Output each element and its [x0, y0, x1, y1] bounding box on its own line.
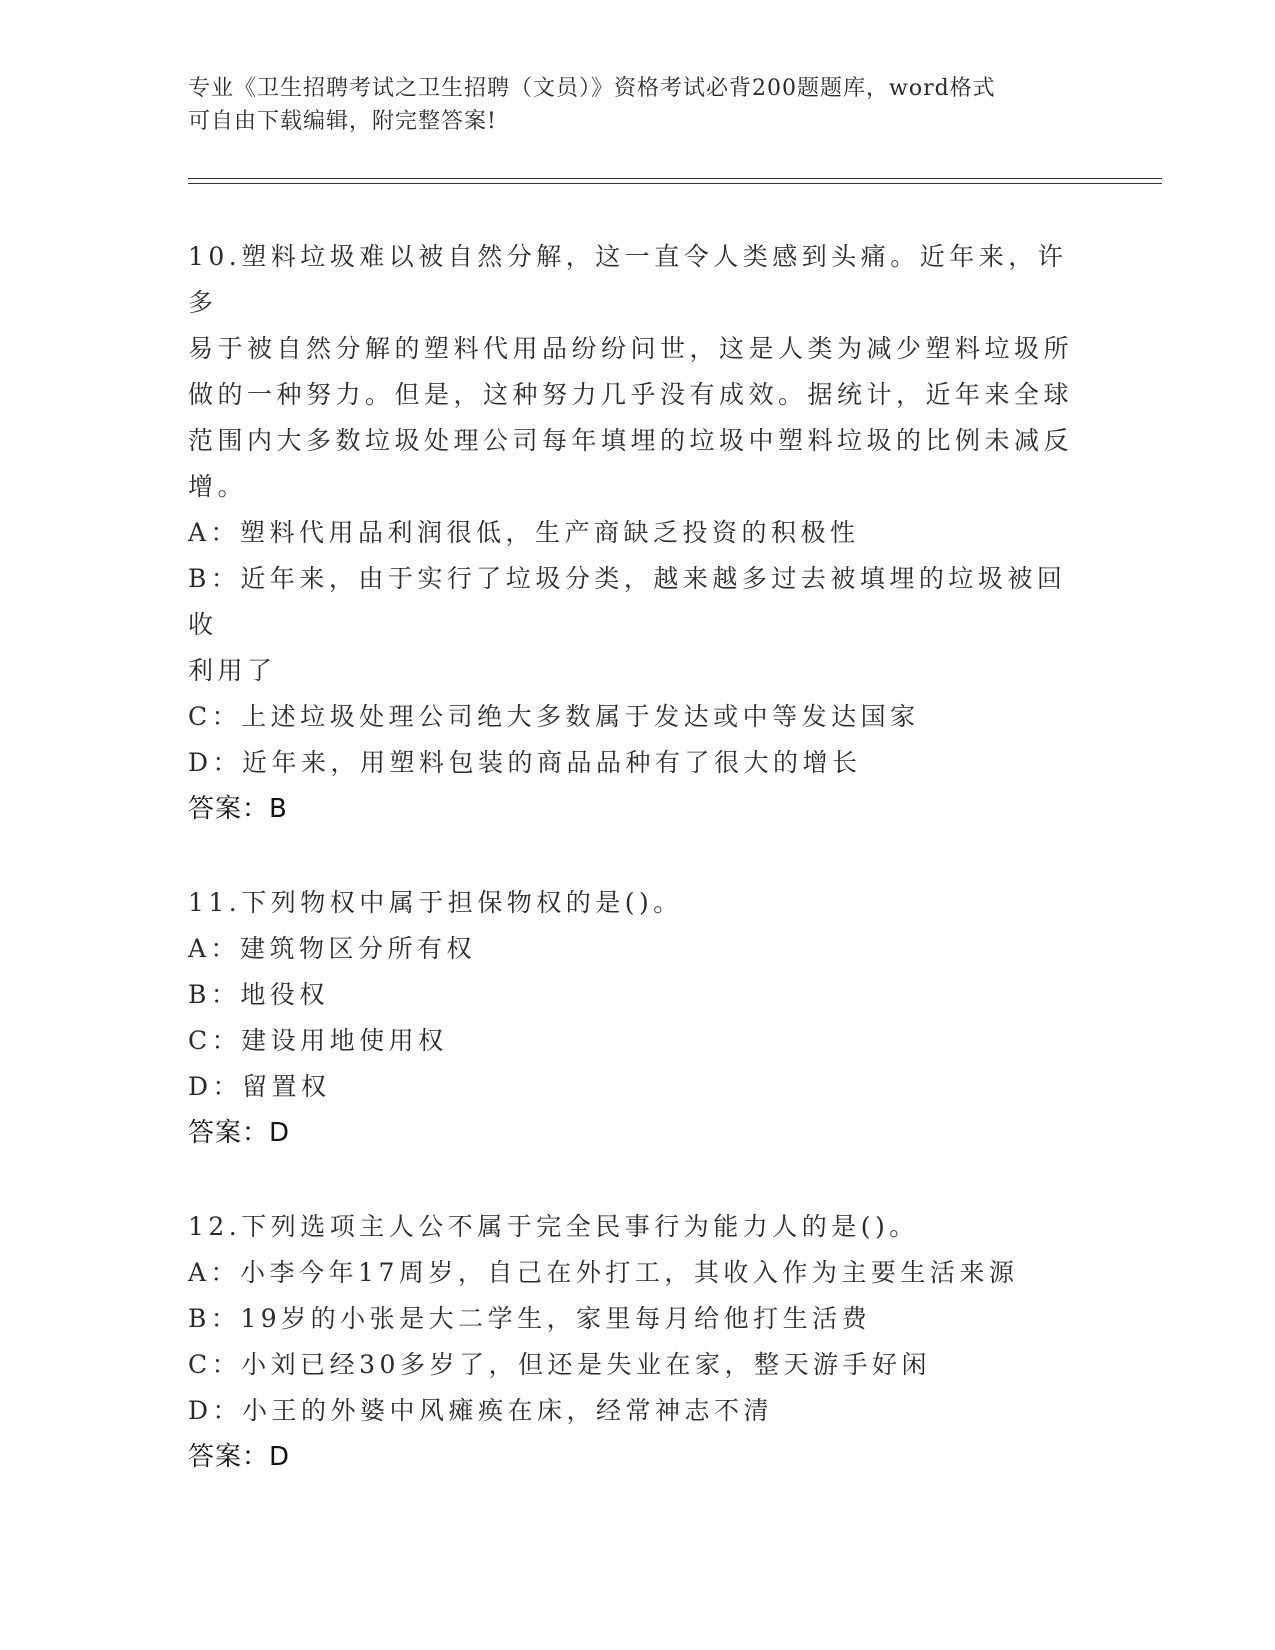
question-stem-line: 范围内大多数垃圾处理公司每年填埋的垃圾中塑料垃圾的比例未减反	[188, 426, 1074, 455]
option-c: C：小刘已经30多岁了，但还是失业在家，整天游手好闲	[188, 1350, 931, 1379]
option-d: D：近年来，用塑料包装的商品品种有了很大的增长	[188, 748, 862, 777]
document-header	[188, 72, 1068, 138]
option-b-continued: 利用了	[188, 656, 277, 685]
header-divider	[188, 178, 1162, 184]
answer-line: 答案：D	[188, 1118, 291, 1148]
question-10	[188, 234, 1088, 832]
option-b: B：19岁的小张是大二学生，家里每月给他打生活费	[188, 1304, 872, 1333]
header-subtitle-line: 可自由下载编辑，附完整答案!	[188, 109, 497, 134]
option-b: B：近年来，由于实行了垃圾分类，越来越多过去被填埋的垃圾被回收	[188, 564, 1067, 639]
option-d: D：留置权	[188, 1072, 331, 1101]
question-stem-line: 11.下列物权中属于担保物权的是()。	[188, 888, 683, 917]
question-stem-line: 做的一种努力。但是，这种努力几乎没有成效。据统计，近年来全球	[188, 380, 1074, 409]
header-title-line: 专业《卫生招聘考试之卫生招聘（文员）》资格考试必背200题题库，word格式	[188, 76, 996, 101]
question-12	[188, 1204, 1088, 1480]
question-stem-line: 12.下列选项主人公不属于完全民事行为能力人的是()。	[188, 1212, 919, 1241]
option-d: D：小王的外婆中风瘫痪在床，经常神志不清	[188, 1396, 774, 1425]
question-11	[188, 880, 1088, 1156]
option-c: C：建设用地使用权	[188, 1026, 448, 1055]
option-a: A：小李今年17周岁，自己在外打工，其收入作为主要生活来源	[188, 1258, 1019, 1287]
answer-line: 答案：B	[188, 794, 288, 824]
option-a: A：塑料代用品利润很低，生产商缺乏投资的积极性	[188, 518, 860, 547]
option-c: C：上述垃圾处理公司绝大多数属于发达或中等发达国家	[188, 702, 920, 731]
answer-line: 答案：D	[188, 1442, 291, 1472]
question-stem-line: 增。	[188, 472, 248, 501]
question-stem-line: 10.塑料垃圾难以被自然分解，这一直令人类感到头痛。近年来，许多	[188, 242, 1068, 317]
option-a: A：建筑物区分所有权	[188, 934, 477, 963]
question-stem-line: 易于被自然分解的塑料代用品纷纷问世，这是人类为减少塑料垃圾所	[188, 334, 1074, 363]
option-b: B：地役权	[188, 980, 329, 1009]
question-list	[188, 234, 1088, 1528]
